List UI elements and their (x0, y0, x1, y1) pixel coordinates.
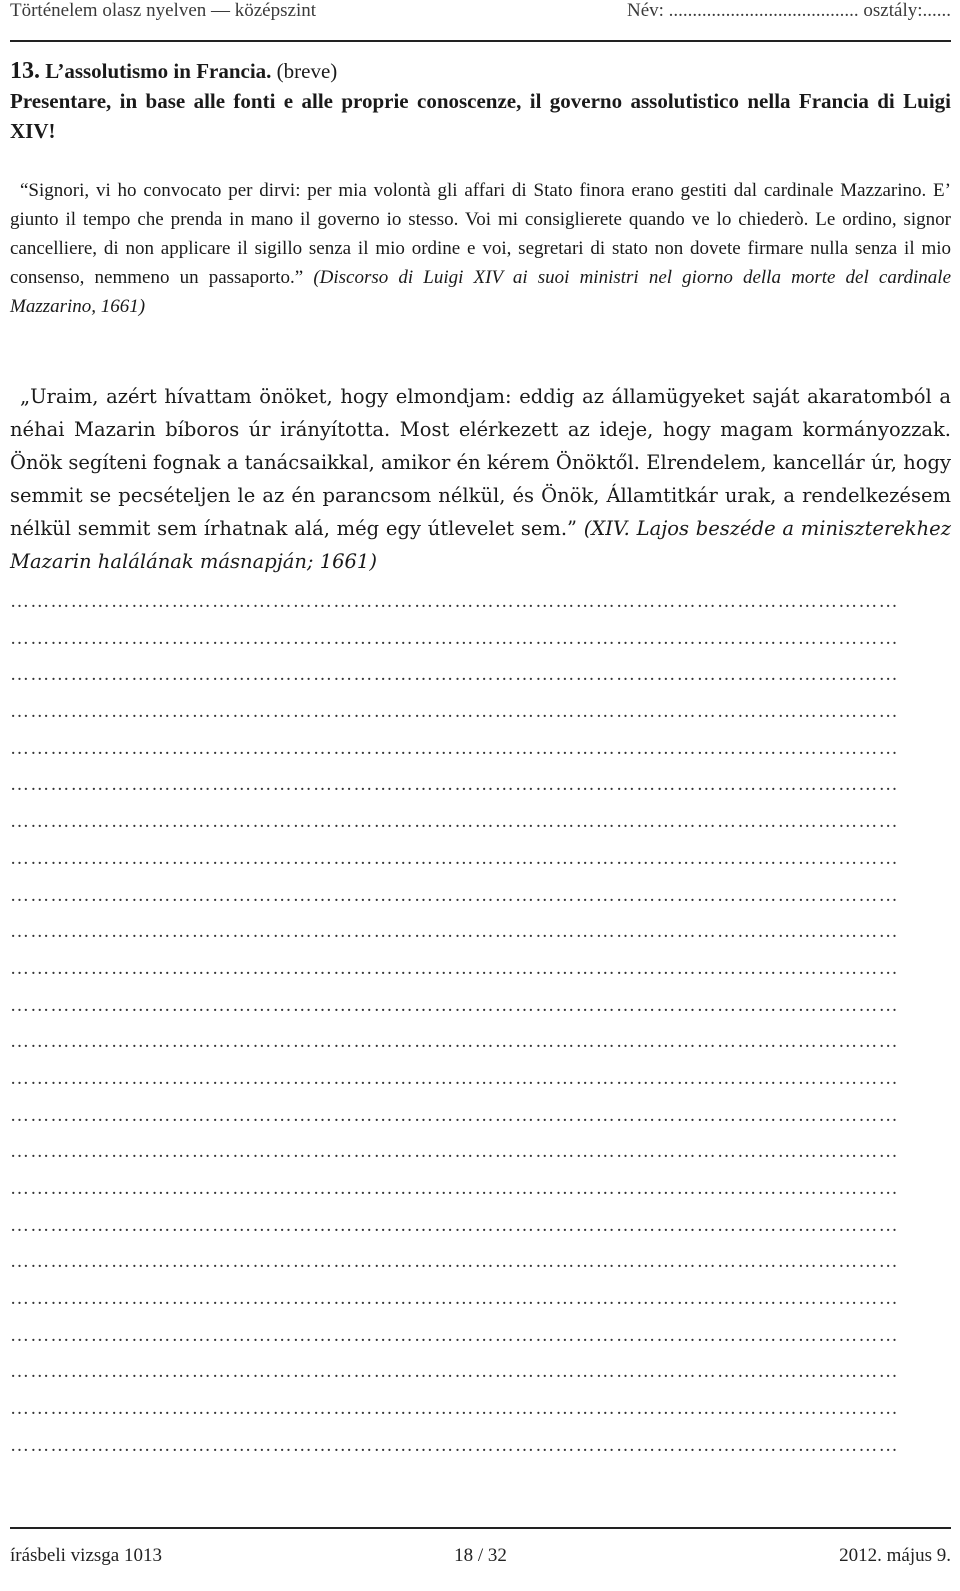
answer-line[interactable]: …………………………………………………………………………………………………………………… (10, 1398, 899, 1420)
source-hungarian (10, 380, 951, 578)
answer-line[interactable]: …………………………………………………………………………………………………………………… (10, 921, 899, 943)
source-italian (10, 176, 951, 321)
answer-line[interactable]: …………………………………………………………………………………………………………………… (10, 994, 899, 1016)
answer-line[interactable]: …………………………………………………………………………………………………………………… (10, 884, 899, 906)
answer-line[interactable]: …………………………………………………………………………………………………………………… (10, 847, 899, 869)
task-title: L’assolutismo in Francia. (45, 59, 272, 83)
source-hungarian-quote: „Uraim, azért hívattam önöket, hogy elmondjam: eddig az államügyeket saját akaratomból a néhai Mazarin bíboros úr irányította. Most elérkezett az ideje, hogy magam kormányozzak. Önök segíteni fognak a tanácsaikkal, amikor én kérem Önöktől. Elrendelem, kancellár úr, hogy semmit se pecsételjen le az én parancsom nélkül, és Önök, Államtitkár urak, a rendelkezésem nélkül semmit sem írhatnak alá, még egy útlevelet sem.” (10, 385, 951, 540)
answer-line[interactable]: …………………………………………………………………………………………………………………… (10, 957, 899, 979)
task-length: (breve) (276, 59, 338, 83)
page-header (10, 0, 951, 40)
answer-line[interactable]: …………………………………………………………………………………………………………………… (10, 664, 899, 686)
answer-area[interactable] (10, 584, 951, 1465)
source-italian-quote: “Signori, vi ho convocato per dirvi: per mia volontà gli affari di Stato finora erano gestiti dal cardinale Mazzarino. E’ giunto il tempo che prenda in mano il governo io stesso. Voi mi consiglierete quando ve lo chiederò. Le ordino, signor cancelliere, di non applicare il sigillo senza il mio ordine e voi, segretari di stato non dovete firmare nulla senza il mio consenso, nemmeno un passaporto.” (10, 180, 951, 288)
header-divider (10, 40, 951, 42)
answer-line[interactable]: …………………………………………………………………………………………………………………… (10, 1067, 899, 1089)
answer-line[interactable]: …………………………………………………………………………………………………………………… (10, 1288, 899, 1310)
footer-page-number: 18 / 32 (454, 1545, 507, 1566)
page-footer (10, 1545, 951, 1575)
answer-line[interactable]: …………………………………………………………………………………………………………………… (10, 1141, 899, 1163)
answer-line[interactable]: …………………………………………………………………………………………………………………… (10, 1214, 899, 1236)
answer-line[interactable]: …………………………………………………………………………………………………………………… (10, 1251, 899, 1273)
source-hungarian-citation: (XIV. Lajos beszéde a miniszterekhez Mazarin halálának másnapján; 1661) (10, 517, 951, 573)
answer-line[interactable]: …………………………………………………………………………………………………………………… (10, 774, 899, 796)
task-block (10, 56, 951, 146)
footer-date: 2012. május 9. (839, 1545, 951, 1566)
source-italian-citation: (Discorso di Luigi XIV ai suoi ministri nel giorno della morte del cardinale Mazzarino, 1661) (10, 267, 952, 317)
answer-line[interactable]: …………………………………………………………………………………………………………………… (10, 1178, 899, 1199)
footer-exam-code: írásbeli vizsga 1013 (10, 1545, 162, 1566)
answer-line[interactable]: …………………………………………………………………………………………………………………… (10, 1361, 899, 1383)
task-number: 13. (10, 58, 40, 84)
header-name-class-field: Név: ........................................ osztály:...... (626, 0, 951, 21)
answer-line[interactable]: …………………………………………………………………………………………………………………… (10, 1104, 899, 1126)
answer-line[interactable]: …………………………………………………………………………………………………………………… (10, 737, 899, 759)
answer-line[interactable]: …………………………………………………………………………………………………………………… (10, 627, 899, 649)
task-instruction: Presentare, in base alle fonti e alle proprie conoscenze, il governo assolutistico nella Francia di Luigi XIV! (10, 89, 951, 143)
answer-line[interactable]: …………………………………………………………………………………………………………………… (10, 591, 899, 612)
answer-line[interactable]: …………………………………………………………………………………………………………………… (10, 1434, 899, 1456)
footer-divider (10, 1527, 951, 1529)
task-heading (10, 56, 951, 86)
answer-line[interactable]: …………………………………………………………………………………………………………………… (10, 1324, 899, 1346)
header-subject: Történelem olasz nyelven — középszint (10, 0, 317, 21)
answer-line[interactable]: …………………………………………………………………………………………………………………… (10, 811, 899, 833)
answer-line[interactable]: …………………………………………………………………………………………………………………… (10, 701, 899, 723)
answer-line[interactable]: …………………………………………………………………………………………………………………… (10, 1031, 899, 1053)
